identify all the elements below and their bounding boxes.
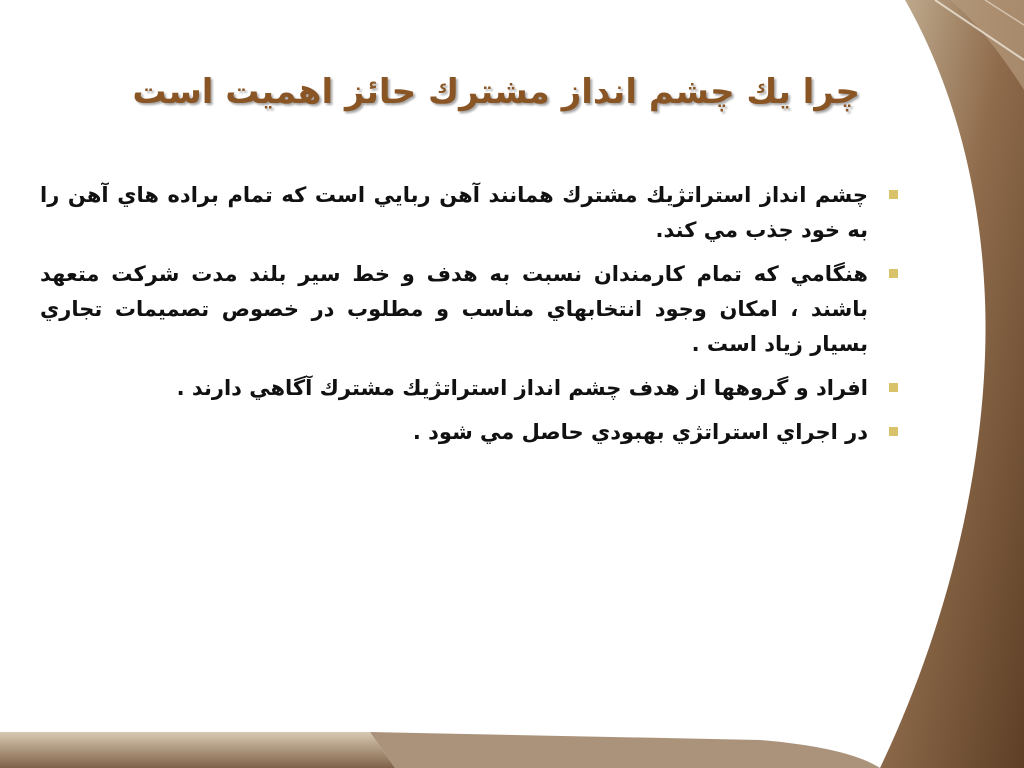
square-bullet-icon	[889, 383, 898, 392]
bullet-text: افراد و گروهها از هدف چشم انداز استراتژيك مشترك آگاهي دارند .	[176, 376, 868, 400]
bullet-item	[40, 257, 908, 362]
bullet-text: هنگامي كه تمام كارمندان نسبت به هدف و خط سير بلند مدت شركت متعهد باشند ، امكان وجود انتخابهاي مناسب و مطلوب در خصوص تصميمات تجاري بسيار زياد است .	[40, 262, 868, 356]
bottom-edge-decoration	[0, 732, 395, 768]
bullet-item	[40, 178, 908, 248]
square-bullet-icon	[889, 269, 898, 278]
bullet-list	[40, 178, 908, 459]
bullet-item	[40, 415, 908, 450]
square-bullet-icon	[889, 427, 898, 436]
bullet-item	[40, 371, 908, 406]
square-bullet-icon	[889, 190, 898, 199]
slide-title: چرا يك چشم انداز مشترك حائز اهميت است	[132, 72, 860, 112]
bullet-text: در اجراي استراتژي بهبودي حاصل مي شود .	[412, 420, 868, 444]
bullet-text: چشم انداز استراتژيك مشترك همانند آهن ربايي است كه تمام براده هاي آهن را به خود جذب مي كند.	[40, 183, 868, 242]
